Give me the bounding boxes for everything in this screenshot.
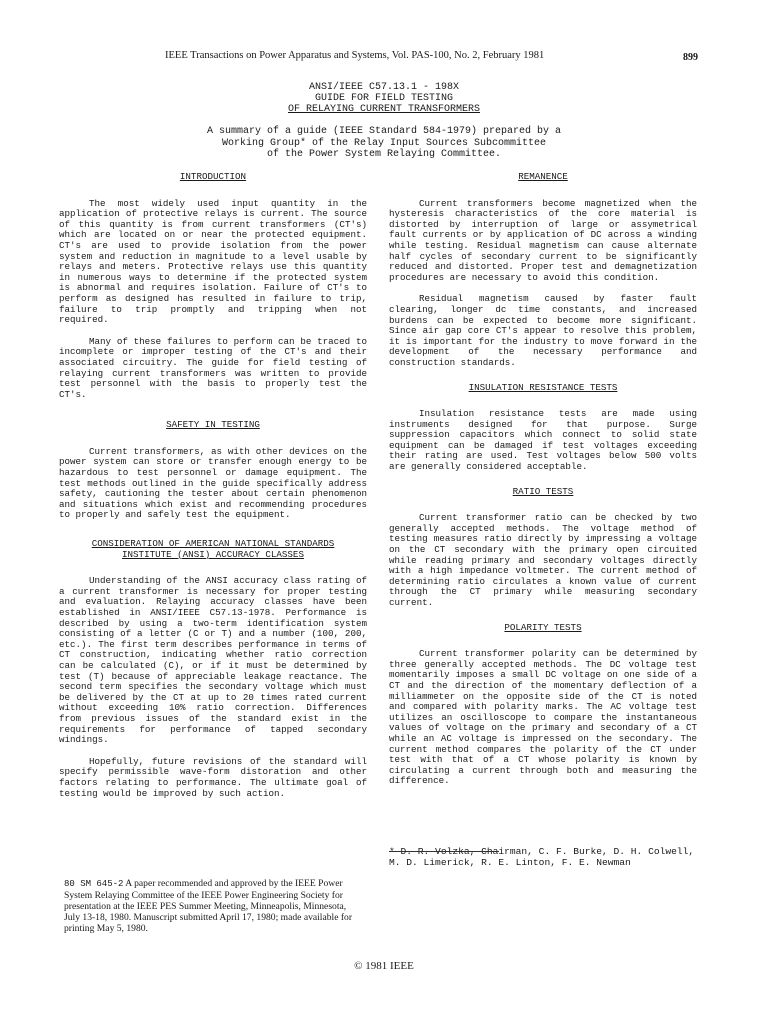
title-line-2: GUIDE FOR FIELD TESTING	[314, 93, 454, 104]
summary-line-3: of the Power System Relaying Committee.	[266, 149, 502, 160]
ansi-paragraph-1: Understanding of the ANSI accuracy class rating of a current transformer is necessary for proper testing and evaluation. Relaying accuracy classes have been established in ANSI/IEEE C57.13-1978. Performance is described by using a two-term identification system consisting of a letter (C or T) and a number (100, 200, etc.). The first term describes performance in terms of CT construction, indicating whether ratio correction can be calculated (C), or if it must be determined by test (T) because of appreciable leakage reactance. The second term specifies the secondary voltage which must be delivered by the CT at up to 20 times rated current without exceeding 10% ratio correction. Differences from previous issues of the standard exist in the requirements for performance of tapped secondary windings.	[59, 575, 367, 746]
working-group-line-1: * D. R. Volzka, Chairman, C. F. Burke, D. H. Colwell,	[389, 846, 695, 857]
ansi-heading-line-2: INSTITUTE (ANSI) ACCURACY CLASSES	[122, 548, 304, 560]
remanence-paragraph-1: Current transformers become magnetized when the hysteresis characteristics of the core material is distorted by interruption of large or assymetrical fault currents or by application of DC across a winding while testing. Residual magnetism can cause alternate half cycles of secondary current to be significantly reduced and distorted. Proper test and demagnetization procedures are necessary to avoid this condition.	[389, 197, 697, 283]
paper-approval-text: A paper recommended and approved by the IEEE Power System Relaying Committee of the IEEE Power Engineering Society for presentation at the IEEE PES Summer Meeting, Minneapolis, Minnesota, July 13-18, 1980. Manuscript submitted April 17, 1980; made available for printing May 5, 1980.	[64, 878, 353, 934]
copyright-notice: © 1981 IEEE	[354, 960, 414, 972]
title-line-1: ANSI/IEEE C57.13.1 - 198X	[308, 82, 460, 93]
introduction-paragraph-2: Many of these failures to perform can be traced to incomplete or improper testing of the CT's and their associated circuitry. The guide for field testing of relaying current transformers was written to provide test personnel with the basis to properly test the CT's.	[59, 335, 367, 400]
paper-title	[0, 82, 768, 115]
ratio-heading: RATIO TESTS	[512, 485, 574, 497]
running-header	[0, 50, 768, 70]
working-group-line-2: M. D. Limerick, R. E. Linton, F. E. Newman	[389, 857, 631, 868]
introduction-paragraph-1: The most widely used input quantity in the application of protective relays is current. The source of this quantity is from current transformers (CT's) which are located on or near the protected equipment. CT's are used to provide isolation from the power system and reduction in magnitude to a level usable by relays and meters. Protective relays use this quantity in numerous ways to determine if the protected system is abnormal and requires isolation. Failure of CT's to perform as designed has resulted in failure to trip, failure to trip promptly and tripping when not required.	[59, 197, 367, 326]
ansi-heading-line-1: CONSIDERATION OF AMERICAN NATIONAL STANDARDS	[91, 538, 335, 550]
polarity-heading: POLARITY TESTS	[504, 621, 582, 633]
paper-number: 80 SM 645-2	[64, 879, 124, 889]
ansi-heading	[59, 539, 367, 560]
summary-statement	[0, 126, 768, 161]
safety-heading: SAFETY IN TESTING	[166, 419, 260, 431]
remanence-heading: REMANENCE	[518, 171, 568, 182]
remanence-paragraph-2: Residual magnetism caused by faster fault clearing, longer dc time constants, and increased burdens can be expected to become more significant. Since air gap core CT's appear to resolve this problem, it is important for the industry to move forward in the development of the necessary performance and construction standards.	[389, 293, 697, 368]
insulation-heading: INSULATION RESISTANCE TESTS	[468, 381, 618, 393]
summary-line-1: A summary of a guide (IEEE Standard 584-1979) prepared by a	[206, 126, 562, 137]
page-number: 899	[683, 52, 698, 63]
title-line-3: OF RELAYING CURRENT TRANSFORMERS	[287, 104, 481, 115]
insulation-paragraph-1: Insulation resistance tests are made using instruments designed for that purpose. Surge suppression capacitors which connect to solid state equipment can be damaged if test voltages exceeding their rating are used. Test voltages below 500 volts are generally considered acceptable.	[389, 408, 697, 473]
introduction-heading: INTRODUCTION	[179, 171, 247, 182]
paper-approval-note	[64, 878, 364, 934]
footnote-rule	[389, 851, 499, 852]
safety-paragraph-1: Current transformers, as with other devices on the power system can store or transfer enough energy to be hazardous to test personnel or damage equipment. The test methods outlined in the guide specifically address safety, cautioning the tester about certain phenomenon and situations which exist and recommending procedures to properly and safely test the equipment.	[59, 445, 367, 521]
ratio-paragraph-1: Current transformer ratio can be checked by two generally accepted methods. The voltage method of testing measures ratio directly by impressing a voltage on the CT secondary with the primary open circuited while reading primary and secondary voltages directly with a high impedance voltmeter. The current method of determining ratio circulates a known value of current through the CT primary while measuring secondary current.	[389, 512, 697, 608]
polarity-paragraph-1: Current transformer polarity can be determined by three generally accepted methods. The DC voltage test momentarily imposes a small DC voltage on one side of a CT and the direction of the momentary deflection of a milliammeter on the opposite side of the CT is noted and compared with polarity marks. The AC voltage test utilizes an oscilloscope to compare the instantaneous values of voltage on the primary and secondary of a CT while an AC voltage is impressed on the secondary. The current method compares the polarity of the CT under test with that of a CT whose polarity is known by circulating a current through both and measuring the difference.	[389, 648, 697, 787]
journal-citation: IEEE Transactions on Power Apparatus and Systems, Vol. PAS-100, No. 2, February 1981	[165, 50, 545, 61]
left-column	[59, 172, 367, 810]
summary-line-2: Working Group* of the Relay Input Sources Subcommittee	[221, 137, 547, 149]
working-group-footnote	[389, 846, 719, 868]
right-column	[389, 172, 697, 798]
ansi-paragraph-2: Hopefully, future revisions of the standard will specify permissible wave-form distoration and other factors relating to performance. The ultimate goal of testing would be improved by such action.	[59, 755, 367, 799]
